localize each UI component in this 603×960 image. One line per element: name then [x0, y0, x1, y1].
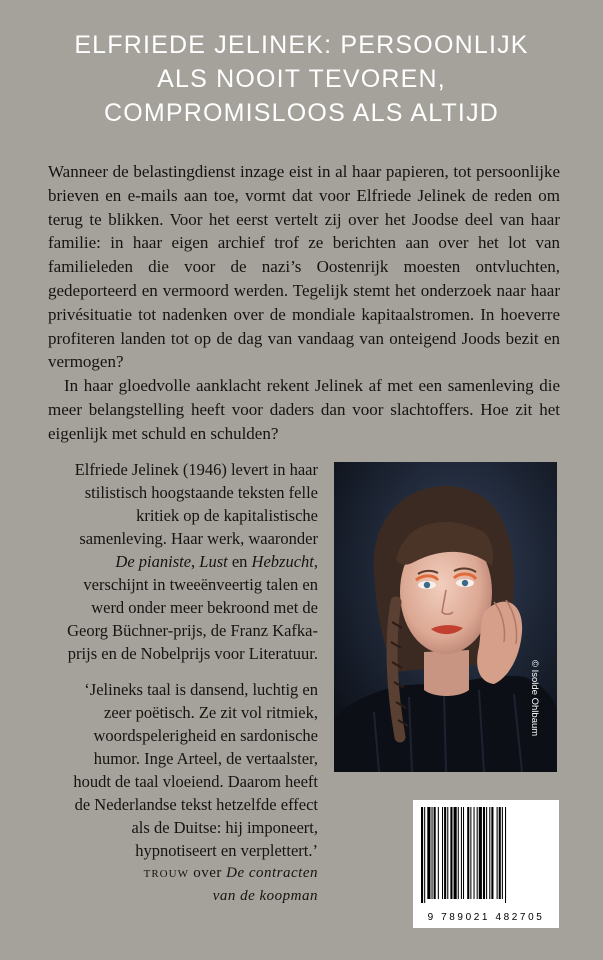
quote-work-title-line-2: van de koopman — [212, 888, 318, 904]
barcode-bar — [424, 807, 425, 903]
barcode-bar — [479, 807, 482, 899]
barcode-bar — [461, 807, 462, 899]
barcode-bar — [505, 807, 506, 903]
barcode-bar — [483, 807, 485, 899]
barcode-bar — [454, 807, 457, 899]
quote-source: trouw — [143, 865, 189, 881]
bio-title-lust: Lust — [199, 552, 228, 571]
barcode-bar — [447, 807, 448, 899]
blurb-paragraph-2: In haar gloedvolle aanklacht rekent Jelinek af met een samenleving die meer belangstelling heeft voor daders dan voor slachtoffers. Hoe zit het eigenlijk met schuld en schulden? — [48, 376, 560, 443]
barcode-bar — [463, 807, 464, 899]
barcode-bar — [421, 807, 423, 903]
author-bio — [60, 458, 318, 665]
bio-paragraph — [60, 458, 318, 665]
quote-attribution — [60, 862, 318, 908]
barcode-bar — [502, 807, 503, 899]
quote-over: over — [188, 865, 227, 881]
blurb-paragraph-1: Wanneer de belastingdienst inzage eist in al haar papieren, tot persoonlijke brieven en e-mails aan toe, vormt dat voor Elfriede Jelinek de reden om terug te blikken. Voor het eerst vertelt zij over het Joodse deel van haar familie: in haar eigen archief trof ze berichten aan over het lot van familieleden die voor de nazi’s Oostenrijk moesten ontvluchten, gedeporteerd en vermoord werden. Tegelijk stemt het onderzoek naar haar privésituatie tot nadenken over de mondiale kapitaalstromen. In hoeverre profiteren landen tot op de dag van vandaag van onteigend Joods bezit en vermogen? — [48, 162, 560, 372]
author-portrait-illustration — [334, 462, 557, 772]
barcode-bar — [432, 807, 433, 899]
bio-separator-2: en — [227, 552, 252, 571]
barcode-bar — [477, 807, 478, 899]
photo-credit: © Isolde Ohlbaum — [529, 660, 540, 737]
barcode-bar — [474, 807, 475, 899]
barcode — [413, 800, 559, 928]
bio-title-de-pianiste: De pianiste — [115, 552, 192, 571]
press-quote — [60, 678, 318, 908]
barcode-bar — [491, 807, 493, 899]
barcode-bar — [444, 807, 446, 899]
cover-headline — [0, 28, 603, 130]
barcode-bar — [470, 807, 471, 899]
barcode-bar — [427, 807, 430, 899]
headline-line-3: COMPROMISLOOS ALS ALTIJD — [103, 99, 500, 127]
barcode-bar — [458, 807, 459, 899]
barcode-bar — [486, 807, 487, 899]
barcode-bar — [499, 807, 501, 899]
blurb-text — [48, 160, 560, 446]
quote-work-title-line-1: De contracten — [226, 865, 318, 881]
headline-line-2: ALS NOOIT TEVOREN, — [157, 65, 446, 93]
bio-separator-1: , — [191, 552, 200, 571]
isbn-number: 9 789021 482705 — [427, 912, 545, 923]
barcode-bar — [442, 807, 443, 899]
barcode-bar — [434, 807, 436, 899]
barcode-bar — [489, 807, 490, 899]
barcode-bars — [420, 807, 552, 903]
quote-text: ‘Jelineks taal is dansend, luchtig en zeer poëtisch. Ze zit vol ritmiek, woordspelerigheid en sardonische humor. Inge Arteel, de vertaalster, houdt de taal vloeiend. Daarom heeft de Nederlandse tekst hetzelfde effect als de Duitse: hij imponeert, hypnotiseert en verplettert.’ — [73, 680, 318, 860]
barcode-bar — [497, 807, 498, 899]
author-photo — [334, 462, 557, 772]
barcode-bar — [450, 807, 452, 899]
barcode-bar — [467, 807, 469, 899]
barcode-bar — [438, 807, 439, 899]
headline-line-1: ELFRIEDE JELINEK: PERSOONLIJK — [74, 31, 529, 59]
bio-title-hebzucht: Hebzucht — [251, 552, 314, 571]
bio-text-end: , verschijnt in tweeënveertig talen en werd onder meer bekroond met de Georg Büchner-prijs, de Franz Kafka-prijs en de Nobelprijs voor Literatuur. — [67, 552, 318, 663]
bio-text-start: Elfriede Jelinek (1946) levert in haar stilistisch hoogstaande teksten felle kritiek op de kapitalistische samenleving. Haar werk, waaronder — [74, 460, 318, 548]
